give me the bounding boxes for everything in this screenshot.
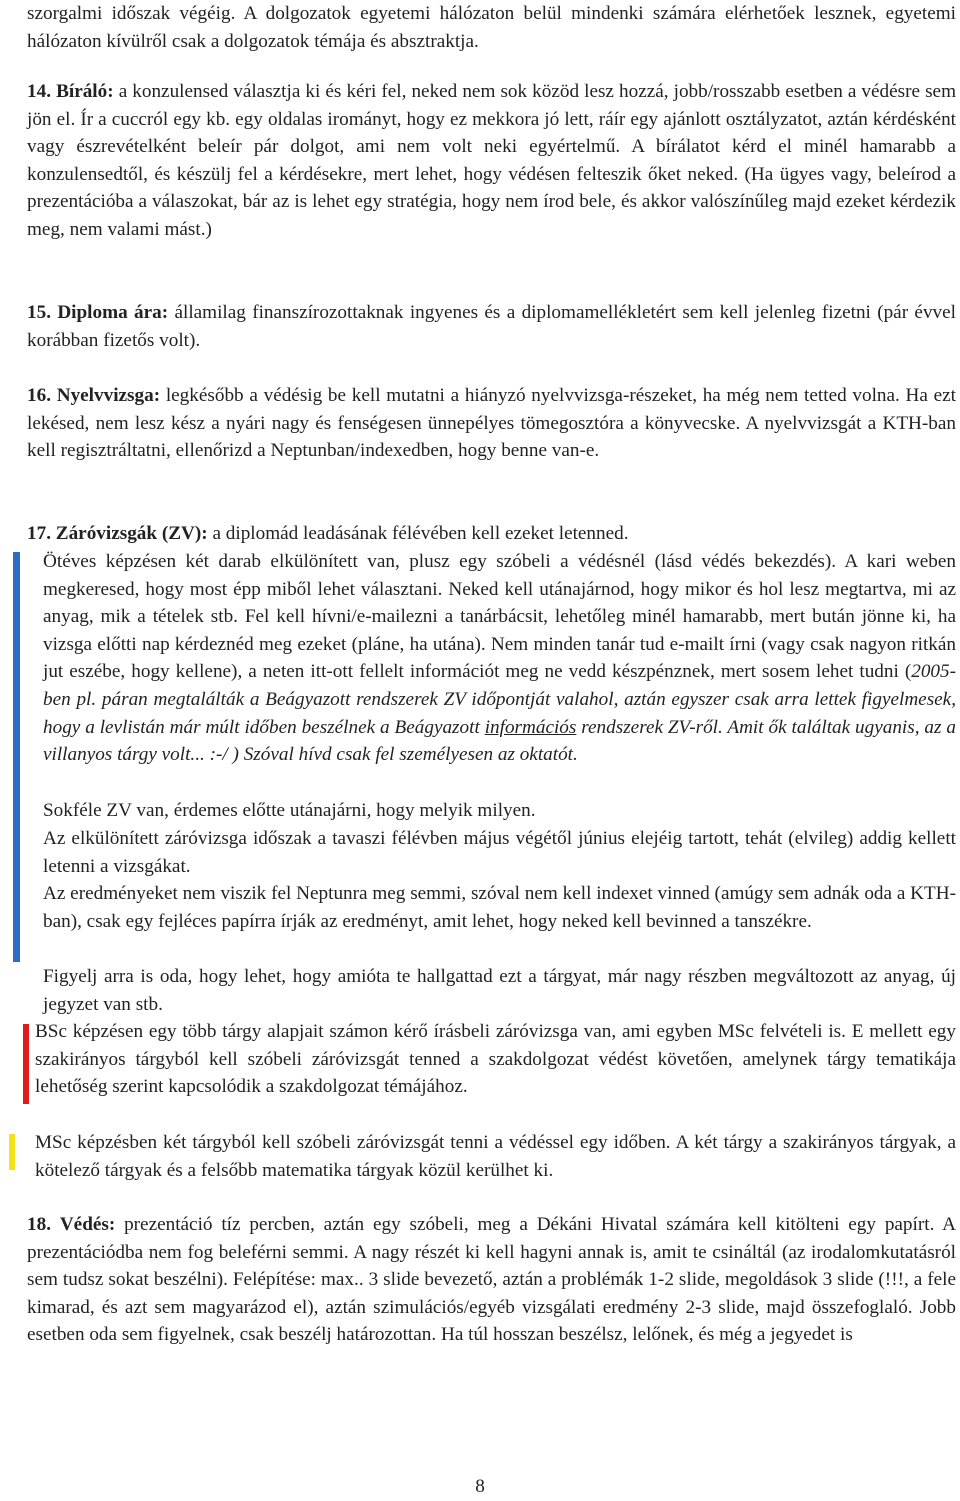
section-17-text: a diplomád leadásának félévében kell ezeket letenned. <box>207 523 629 544</box>
section-16-title: Nyelvvizsga: <box>56 385 161 406</box>
section-17-paragraph-2 <box>43 797 956 825</box>
section-15-diploma-ara <box>27 299 956 354</box>
section-14-birala <box>27 78 956 244</box>
yellow-margin-bar <box>9 1134 15 1170</box>
section-17-p4-text: Az eredményeket nem viszik fel Neptunra meg semmi, szóval nem kell indexet vinned (amúgy sem adnák oda a KTH-ban), csak egy fejléces papírra írják az eredményt, amit lehet, hogy neked kell bevinned a tanszékre. <box>43 883 956 932</box>
section-17-paragraph-3 <box>43 825 956 880</box>
section-17-p1-text: Ötéves képzésen két darab elkülönített van, plusz egy szóbeli a védésnél (lásd védés bekezdés). A kari weben megkeresed, hogy most épp miből lehet választani. Neked kell utánajárnod, hogy mikor és hol lesz megtartva, mi az anyag, mik a tételek stb. Fel kell hívni/e-mailezni a tanárbácsit, lehetőleg minél hamarabb, mert bután jönne ki, ha vizsga előtti nap kérdeznéd meg ezeket (pláne, ha utána). Nem minden tanár tud e-mailt írni (vagy csak nagyon ritkán jut eszébe, hogy kellene), a neten itt-ott fellelt információt meg ne vedd készpénznek, mert sosem lehet tudni ( <box>43 551 956 683</box>
section-17-p1-italic-underline: információs <box>484 716 577 738</box>
blue-margin-bar <box>13 552 20 962</box>
section-15-number: 15. <box>27 302 51 323</box>
section-17-p1-italic-b: rendszerek ZV-ről. Amit ők találtak ugyanis, az a villanyos tárgy volt... :-/ ) Szóval hívd csak fel személyesen az oktatót. <box>43 716 956 766</box>
page-number: 8 <box>475 1476 485 1497</box>
section-15-text: államilag finanszírozottaknak ingyenes és a diplomamellékletért sem kell jelenleg fizetni (pár évvel korábban fizetős volt). <box>27 302 956 351</box>
red-margin-bar <box>23 1024 29 1104</box>
section-17-zarovizsgak <box>27 520 956 548</box>
intro-paragraph <box>27 0 956 55</box>
section-17-paragraph-4 <box>43 880 956 935</box>
intro-text: szorgalmi időszak végéig. A dolgozatok egyetemi hálózaton belül mindenki számára elérhetőek lesznek, egyetemi hálózaton kívülről csak a dolgozatok témája és absztraktja. <box>27 3 956 52</box>
section-18-vedes <box>27 1211 956 1349</box>
section-17-paragraph-1 <box>43 548 956 769</box>
section-17-p5-text: Figyelj arra is oda, hogy lehet, hogy amióta te hallgattad ezt a tárgyat, már nagy részben megváltozott az anyag, új jegyzet van stb. <box>43 966 956 1015</box>
section-14-number: 14. <box>27 81 51 102</box>
section-16-text: legkésőbb a védésig be kell mutatni a hiányzó nyelvvizsga-részeket, ha még nem tetted volna. Ha ezt lekésed, nem lesz kész a nyári nagy és fenségesen ünnepélyes tömegosztóra a könyvecske. A nyelvvizsgát a KTH-ban kell regisztráltatni, ellenőrizd a Neptunban/indexedben, hogy benne van-e. <box>27 385 957 462</box>
section-14-text: a konzulensed választja ki és kéri fel, neked nem sok közöd lesz hozzá, jobb/rosszabb esetben a védésre sem jön el. Ír a cuccról egy kb. egy oldalas irományt, hogy ez mekkora jó lett, ráír egy ajánlott osztályzatot, aztán kérdésként vagy észrevételként beleír pár dolgot, ami nem volt neki egyértelmű. A bírálatot kérd el minél hamarabb a konzulensedtől, és készülj fel a kérdésekre, mert lehet, hogy védésen felteszik őket neked. (Ha ügyes vagy, beleírod a prezentációba a válaszokat, bár az is lehet egy stratégia, hogy nem írod bele, és akkor valószínűleg majd ezeket kérdezik meg, nem valami mást.) <box>27 81 957 240</box>
section-17-p3-text: Az elkülönített záróvizsga időszak a tavaszi félévben május végétől június elejéig tartott, tehát (elvileg) addig kellett letenni a vizsgákat. <box>43 828 956 877</box>
section-17-paragraph-5 <box>43 963 956 1018</box>
section-17-p7-text: MSc képzésben két tárgyból kell szóbeli záróvizsgát tenni a védéssel egy időben. A két tárgy a szakirányos tárgyak, a kötelező tárgyak és a felsőbb matematika tárgyak közül kerülhet ki. <box>35 1132 956 1181</box>
section-18-number: 18. <box>27 1214 51 1235</box>
section-18-title: Védés: <box>59 1214 116 1235</box>
section-17-p2-text: Sokféle ZV van, érdemes előtte utánajárni, hogy melyik milyen. <box>43 800 536 821</box>
section-14-title: Bíráló: <box>56 81 114 102</box>
section-17-paragraph-6 <box>35 1018 956 1101</box>
section-17-p6-text: BSc képzésen egy több tárgy alapjait számon kérő írásbeli záróvizsga van, ami egyben MSc felvételi is. E mellett egy szakirányos tárgyból kell szóbeli záróvizsgát tenned a szakdolgozat védést követően, amelynek tárgy tematikája lehetőség szerint kapcsolódik a szakdolgozat témájához. <box>35 1021 956 1098</box>
section-17-paragraph-7 <box>35 1129 956 1184</box>
section-16-nyelvvizsga <box>27 382 956 465</box>
section-17-number: 17. <box>27 523 51 544</box>
section-16-number: 16. <box>27 385 51 406</box>
section-18-text: prezentáció tíz percben, aztán egy szóbeli, meg a Dékáni Hivatal számára kell kitölteni egy papírt. A prezentációdba nem fog beleférni semmi. A nagy részét ki kell hagyni annak is, amit te csináltál (az irodalomkutatásról sem tudsz sokat beszélni). Felépítése: max.. 3 slide bevezető, aztán a problémák 1-2 slide, megoldások 3 slide (!!!, a fele kimarad, és azt sem magyarázod el), aztán szimulációs/egyéb vizsgálati eredmény 2-3 slide, majd összefoglaló. Jobb esetben oda sem figyelnek, csak beszélj határozottan. Ha túl hosszan beszélsz, lelőnek, és még a jegyedet is <box>27 1214 957 1346</box>
section-17-title: Záróvizsgák (ZV): <box>55 523 208 544</box>
section-15-title: Diploma ára: <box>57 302 169 323</box>
section-17-p1-italic-a: 2005-ben pl. páran megtalálták a Beágyazott rendszerek ZV időpontját valahol, aztán egyszer csak arra lettek figyelmesek, hogy a levlistán már múlt időben beszélnek a Beágyazott <box>43 661 956 738</box>
